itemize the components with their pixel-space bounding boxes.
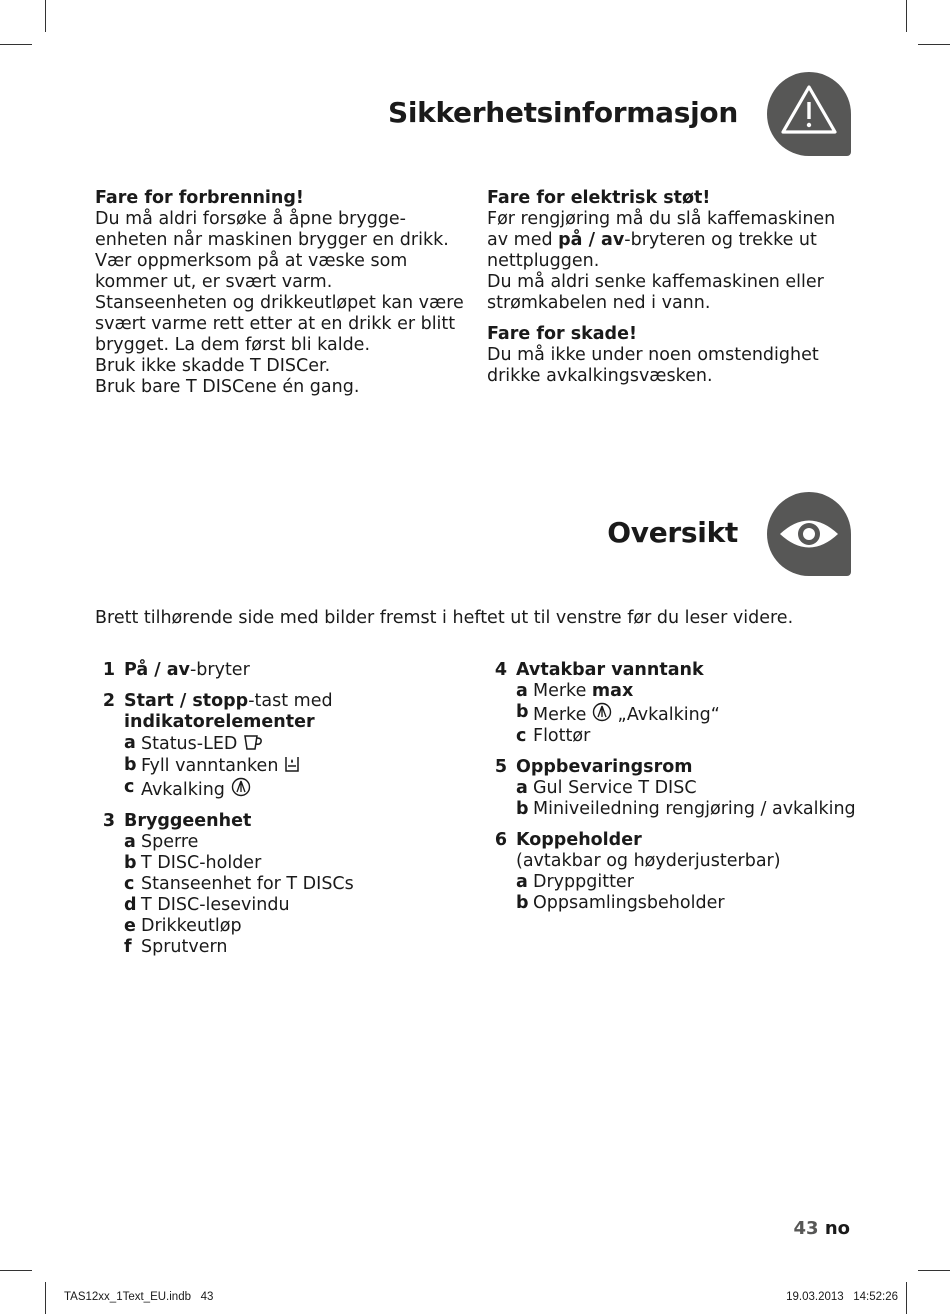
text-line	[487, 230, 857, 251]
sub-text: T DISC-holder	[141, 853, 262, 873]
footer-file: TAS12xx_1Text_EU.indb 43	[64, 1291, 214, 1303]
sub-text: „Avkalking“	[611, 705, 720, 725]
crop-mark	[45, 0, 46, 32]
sub-item	[516, 726, 867, 747]
sub-item	[124, 937, 465, 958]
item-number: 4	[494, 660, 507, 680]
sub-item	[124, 853, 465, 874]
item-title: Koppeholder	[516, 830, 642, 850]
crop-mark	[0, 44, 32, 45]
sub-letter: a	[516, 778, 528, 798]
sub-letter: b	[516, 893, 529, 913]
text-line: svært varme rett etter at en drikk er blitt	[95, 314, 456, 334]
sub-text: Merke	[533, 705, 592, 725]
sub-text: Merke	[533, 681, 592, 701]
descale-icon	[231, 777, 251, 797]
electric-heading: Fare for elektrisk støt!	[487, 188, 711, 208]
item-title-line2: indikatorelementer	[124, 712, 315, 732]
sub-letter: b	[516, 799, 529, 819]
sub-letter: a	[124, 733, 136, 753]
sub-text: Gul Service T DISC	[533, 778, 697, 798]
page-number-value: 43	[793, 1218, 819, 1239]
item-title: Start / stopp	[124, 691, 249, 711]
eye-icon	[767, 492, 851, 576]
text-line: Stanseenheten og drikkeutløpet kan være	[95, 293, 464, 313]
text-line: strømkabelen ned i vann.	[487, 293, 711, 313]
sub-item	[516, 872, 867, 893]
sub-letter: c	[516, 726, 527, 746]
sub-text: Miniveiledning rengjøring / avkalking	[533, 799, 856, 819]
sub-letter: a	[516, 681, 528, 701]
warning-triangle-icon	[767, 72, 851, 156]
sub-item	[124, 832, 465, 853]
text-line: enheten når maskinen brygger en drikk.	[95, 230, 449, 250]
item-number: 5	[494, 757, 507, 777]
warning-badge	[767, 72, 851, 156]
sub-text: Flottør	[533, 726, 591, 746]
switch-label: på / av	[558, 230, 625, 250]
burn-heading: Fare for forbrenning!	[95, 188, 304, 208]
sub-letter: b	[124, 853, 137, 873]
max-mark-label: max	[591, 681, 634, 701]
overview-intro: Brett tilhørende side med bilder fremst i heftet ut til venstre før du leser videre.	[95, 608, 794, 628]
descale-icon	[592, 702, 612, 722]
item-title: Avtakbar vanntank	[516, 660, 704, 680]
sub-text: Status-LED	[141, 734, 238, 754]
parts-list-left	[95, 660, 465, 968]
item-number: 1	[102, 660, 115, 680]
text-line: drikke avkalkingsvæsken.	[487, 366, 713, 386]
item-note: (avtakbar og høyderjusterbar)	[516, 851, 781, 871]
item-title: På / av	[124, 660, 190, 680]
item-title: Bryggeenhet	[124, 811, 252, 831]
list-item	[95, 811, 465, 958]
sub-item	[516, 681, 867, 702]
cup-icon	[243, 733, 263, 751]
list-item	[487, 757, 867, 820]
sub-item	[124, 733, 465, 755]
text-line: Vær oppmerksom på at væske som	[95, 251, 408, 271]
injury-heading: Fare for skade!	[487, 324, 637, 344]
sub-text: Stanseenhet for T DISCs	[141, 874, 354, 894]
text-line: nettpluggen.	[487, 251, 600, 271]
safety-title: Sikkerhetsinformasjon	[388, 96, 738, 129]
sub-item	[516, 799, 867, 820]
item-title-rest: -tast med	[248, 691, 333, 711]
crop-mark	[918, 1270, 950, 1271]
sub-letter: f	[124, 937, 132, 957]
list-item	[487, 830, 867, 914]
sub-letter: e	[124, 916, 136, 936]
eye-badge	[767, 492, 851, 576]
sub-letter: a	[516, 872, 528, 892]
sub-item	[516, 702, 867, 726]
item-number: 6	[494, 830, 507, 850]
sub-text: Fyll vanntanken	[141, 756, 279, 776]
sub-letter: d	[124, 895, 137, 915]
crop-mark	[906, 1282, 907, 1314]
page-lang: no	[824, 1218, 850, 1239]
crop-mark	[906, 0, 907, 32]
sub-text: Dryppgitter	[533, 872, 634, 892]
sub-letter: b	[516, 702, 529, 722]
list-item	[95, 691, 465, 801]
text-fragment: -bryteren og trekke ut	[624, 230, 817, 250]
text-line: Bruk bare T DISCene én gang.	[95, 377, 360, 397]
sub-item	[516, 778, 867, 799]
sub-item	[516, 893, 867, 914]
sub-text: Oppsamlingsbeholder	[533, 893, 725, 913]
sub-item	[124, 755, 465, 777]
footer-date: 19.03.2013 14:52:26	[786, 1291, 898, 1303]
crop-mark	[45, 1282, 46, 1314]
crop-mark	[918, 44, 950, 45]
electric-warning	[487, 188, 857, 387]
text-line: Bruk ikke skadde T DISCer.	[95, 356, 331, 376]
text-line: Før rengjøring må du slå kaffemaskinen	[487, 209, 836, 229]
sub-item	[124, 895, 465, 916]
text-line: kommer ut, er svært varm.	[95, 272, 333, 292]
sub-letter: a	[124, 832, 136, 852]
page-number	[793, 1218, 850, 1239]
sub-item	[124, 777, 465, 801]
sub-text: Sperre	[141, 832, 199, 852]
sub-text: Sprutvern	[141, 937, 228, 957]
sub-text: Avkalking	[141, 780, 225, 800]
sub-text: T DISC-lesevindu	[141, 895, 290, 915]
list-item	[487, 660, 867, 747]
sub-letter: b	[124, 755, 137, 775]
item-number: 2	[102, 691, 115, 711]
item-number: 3	[102, 811, 115, 831]
water-tank-icon	[284, 755, 300, 773]
sub-text: Drikkeutløp	[141, 916, 242, 936]
overview-title: Oversikt	[607, 516, 738, 549]
sub-letter: c	[124, 777, 135, 797]
crop-mark	[0, 1270, 32, 1271]
sub-item	[124, 874, 465, 895]
item-title: Oppbevaringsrom	[516, 757, 693, 777]
list-item	[95, 660, 465, 681]
text-line: brygget. La dem først bli kalde.	[95, 335, 371, 355]
text-line: Du må ikke under noen omstendighet	[487, 345, 819, 365]
text-line: Du må aldri forsøke å åpne brygge-	[95, 209, 407, 229]
parts-list-right	[487, 660, 867, 924]
sub-item	[124, 916, 465, 937]
sub-letter: c	[124, 874, 135, 894]
burn-warning	[95, 188, 475, 398]
item-title-rest: -bryter	[189, 660, 250, 680]
text-fragment: av med	[487, 230, 559, 250]
text-line: Du må aldri senke kaffemaskinen eller	[487, 272, 824, 292]
